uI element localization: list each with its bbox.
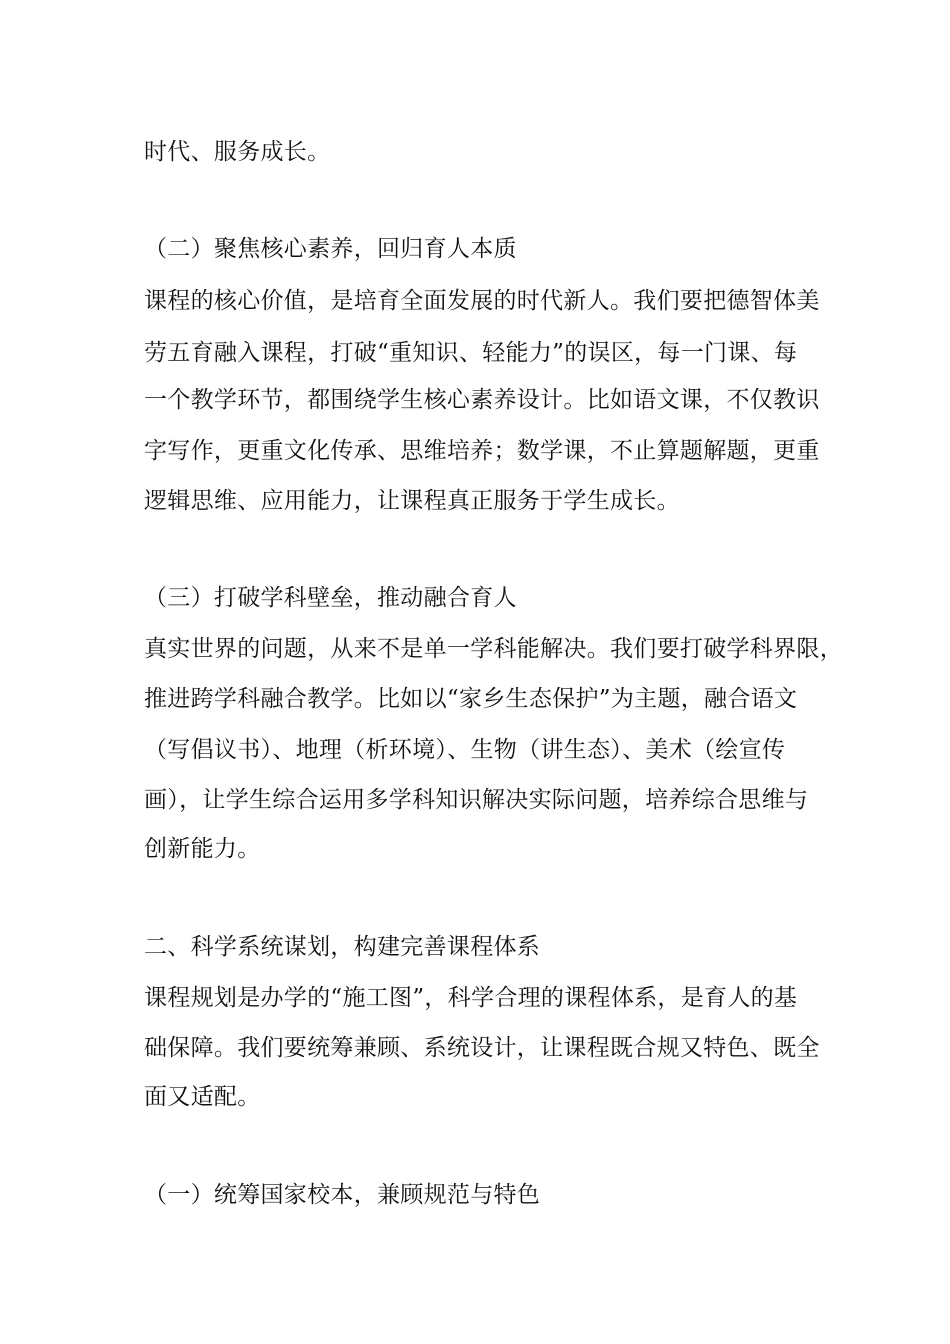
paragraph-line: （写倡议书）、地理（析环境）、生物（讲生态）、美术（绘宣传 <box>144 737 786 763</box>
paragraph-line: 一个教学环节，都围绕学生核心素养设计。比如语文课，不仅教识 <box>144 387 820 413</box>
paragraph-line: 创新能力。 <box>144 836 261 862</box>
subheading-3: （三）打破学科壁垒，推动融合育人 <box>144 585 517 611</box>
paragraph-line: 课程规划是办学的“施工图”，科学合理的课程体系，是育人的基 <box>144 985 798 1011</box>
paragraph-line: 逻辑思维、应用能力，让课程真正服务于学生成长。 <box>144 488 680 514</box>
paragraph-line: 推进跨学科融合教学。比如以“家乡生态保护”为主题，融合语文 <box>144 686 798 712</box>
paragraph-line: 真实世界的问题，从来不是单一学科能解决。我们要打破学科界限， <box>144 636 843 662</box>
paragraph-line: 础保障。我们要统筹兼顾、系统设计，让课程既合规又特色、既全 <box>144 1035 820 1061</box>
section-heading: 二、科学系统谋划，构建完善课程体系 <box>144 934 541 960</box>
subheading-2: （二）聚焦核心素养，回归育人本质 <box>144 236 517 262</box>
paragraph-line: 时代、服务成长。 <box>144 139 331 165</box>
paragraph-line: 画），让学生综合运用多学科知识解决实际问题，培养综合思维与 <box>144 787 809 813</box>
paragraph-line: 字写作，更重文化传承、思维培养；数学课，不止算题解题，更重 <box>144 438 820 464</box>
paragraph-line: 课程的核心价值，是培育全面发展的时代新人。我们要把德智体美 <box>144 288 820 314</box>
subheading-1: （一）统筹国家校本，兼顾规范与特色 <box>144 1182 541 1208</box>
paragraph-line: 面又适配。 <box>144 1084 261 1110</box>
paragraph-line: 劳五育融入课程，打破“重知识、轻能力”的误区，每一门课、每 <box>144 340 798 366</box>
